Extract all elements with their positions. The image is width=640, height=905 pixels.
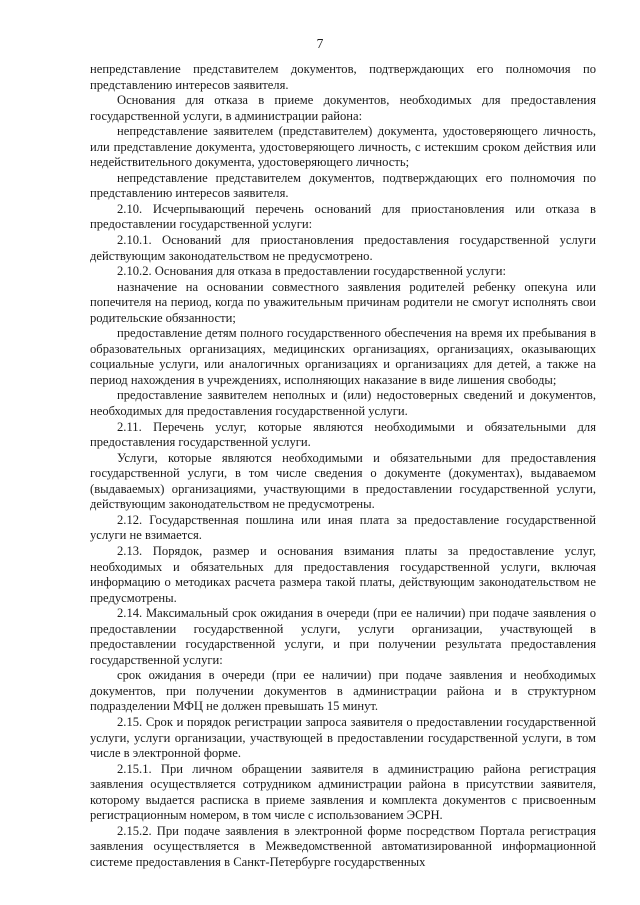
section-heading: 2.15. Срок и порядок регистрации запроса заявителя о предоставлении государственной услуги, услуги организации, участвующей в предоставлении государственной услуги, в том числе в электронной форме. [90, 714, 596, 761]
paragraph: срок ожидания в очереди (при ее наличии) при подаче заявления и необходимых документов, при получении документов в администрации района и в структурном подразделении МФЦ не должен превышать 15 минут. [90, 668, 596, 714]
paragraph: 2.10.1. Оснований для приостановления предоставления государственной услуги действующим законодательством не предусмотрено. [90, 233, 596, 263]
document-body [90, 62, 596, 870]
section-heading: 2.11. Перечень услуг, которые являются необходимыми и обязательными для предоставления государственной услуги. [90, 419, 596, 450]
section-heading: 2.13. Порядок, размер и основания взимания платы за предоставление услуг, необходимых и обязательных для предоставления государственной услуги, включая информацию о методиках расчета размера такой платы, действующим законодательством не предусмотрены. [90, 543, 596, 605]
paragraph: непредставление заявителем (представителем) документа, удостоверяющего личность, или представление документа, удостоверяющего личность, с истекшим сроком действия или недействительного документа, удостоверяющего личность; [90, 124, 596, 170]
paragraph: непредставление представителем документов, подтверждающих его полномочия по представлению интересов заявителя. [90, 170, 596, 201]
paragraph: 2.15.1. При личном обращении заявителя в администрацию района регистрация заявления осуществляется сотрудником администрации района в присутствии заявителя, которому выдается расписка в приеме заявления и комплекта документов с присвоенным регистрационным номером, в том числе с использованием ЭСРН. [90, 761, 596, 823]
paragraph: предоставление детям полного государственного обеспечения на время их пребывания в образовательных организациях, медицинских организациях, организациях, оказывающих социальные услуги, или аналогичных организациях и организациях для детей, а также на период нахождения в учреждениях, исполняющих наказание в виде лишения свободы; [90, 326, 596, 387]
paragraph: предоставление заявителем неполных и (или) недостоверных сведений и документов, необходимых для предоставления государственной услуги. [90, 388, 596, 419]
paragraph: Основания для отказа в приеме документов, необходимых для предоставления государственной услуги, в администрации района: [90, 93, 596, 123]
page-number: 7 [316, 36, 324, 51]
section-heading: 2.14. Максимальный срок ожидания в очереди (при ее наличии) при подаче заявления о предоставлении государственной услуги, услуги организации, участвующей в предоставлении государственной услуги, и при получении результата предоставления государственной услуги: [90, 606, 596, 667]
paragraph: непредставление представителем документов, подтверждающих его полномочия по представлению интересов заявителя. [90, 62, 596, 92]
paragraph: 2.15.2. При подаче заявления в электронной форме посредством Портала регистрация заявления осуществляется в Межведомственной автоматизированной информационной системе предоставления в Санкт-Петербурге государственных [90, 823, 596, 869]
section-heading: 2.12. Государственная пошлина или иная плата за предоставление государственной услуги не взимается. [90, 512, 596, 543]
paragraph: назначение на основании совместного заявления родителей ребенку опекуна или попечителя на период, когда по уважительным причинам родители не смогут исполнять свои родительские обязанности; [90, 279, 596, 325]
section-heading: 2.10. Исчерпывающий перечень оснований для приостановления или отказа в предоставлении государственной услуги: [90, 201, 596, 232]
paragraph: 2.10.2. Основания для отказа в предоставлении государственной услуги: [117, 264, 506, 279]
paragraph: Услуги, которые являются необходимыми и обязательными для предоставления государственной услуги, в том числе сведения о документе (документах), выдаваемом (выдаваемых) организациями, участвующими в предоставлении государственной услуги, действующим законодательством не предусмотрены. [90, 450, 596, 512]
